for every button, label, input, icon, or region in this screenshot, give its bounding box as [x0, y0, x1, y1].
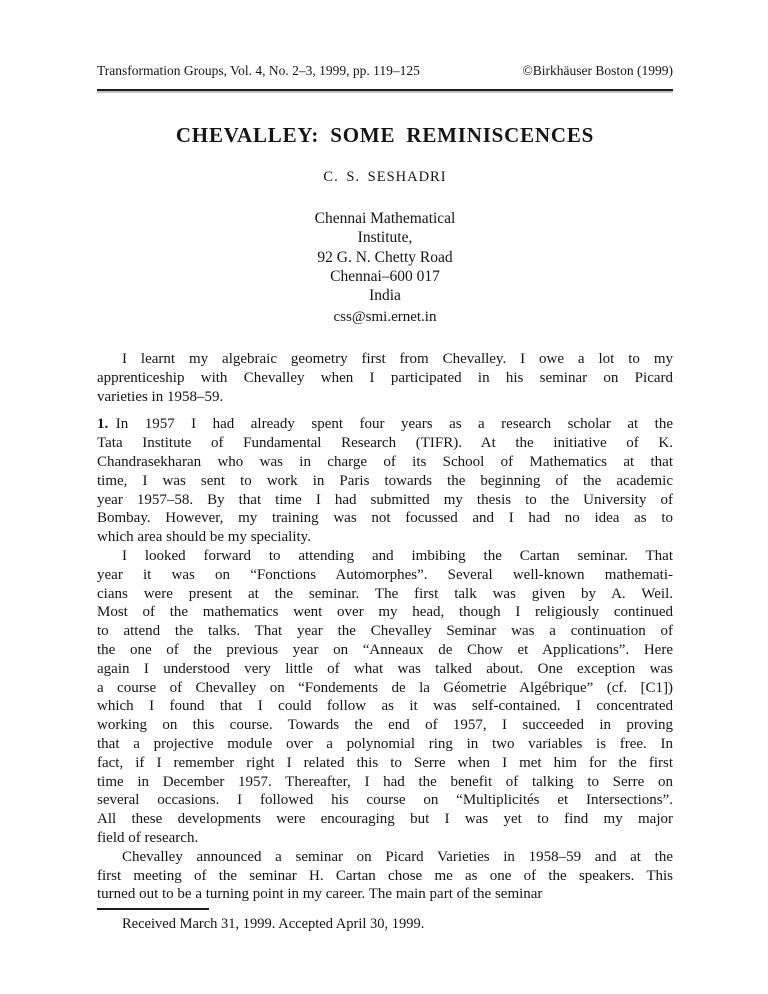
paragraph — [97, 548, 673, 849]
body-line: a course of Chevalley on “Fondements de la Géometrie Algébrique” (cf. [C1]) — [97, 679, 673, 696]
body-line: varieties in 1958–59. — [97, 388, 224, 405]
body-line: time in December 1957. Thereafter, I had the benefit of talking to Serre on — [97, 773, 673, 790]
paragraph — [97, 351, 673, 407]
body-line: several occasions. I followed his course on “Multiplicités et Intersections”. — [97, 792, 673, 809]
body-line: apprenticeship with Chevalley when I participated in his seminar on Picard — [97, 369, 673, 386]
author-name: C. S. SESHADRI — [323, 169, 447, 185]
body-line: time, I was sent to work in Paris towards the beginning of the academic — [97, 472, 673, 489]
paragraph — [97, 849, 673, 905]
author-address — [97, 209, 673, 305]
footnote-rule — [97, 908, 209, 910]
body-line: 1. In 1957 I had already spent four years as a research scholar at the — [97, 416, 673, 433]
section-number: 1. — [97, 416, 109, 433]
copyright-notice: ©Birkhäuser Boston (1999) — [522, 63, 673, 78]
body-line: Tata Institute of Fundamental Research (TIFR). At the initiative of K. — [97, 435, 673, 452]
paper-title: CHEVALLEY: SOME REMINISCENCES — [175, 123, 595, 147]
article-body — [97, 351, 673, 905]
paragraph — [97, 416, 673, 548]
body-line: All these developments were encouraging but I was yet to find my major — [97, 811, 673, 828]
body-line: year 1957–58. By that time I had submitted my thesis to the University of — [97, 491, 673, 508]
address-line: Chennai Mathematical — [314, 210, 456, 227]
body-line: which I found that I could follow as it was self-contained. I concentrated — [97, 698, 673, 715]
body-line: again I understood very little of what was talked about. One exception was — [97, 660, 673, 677]
address-line: 92 G. N. Chetty Road — [317, 248, 453, 266]
body-line: that a projective module over a polynomial ring in two variables is free. In — [97, 735, 673, 752]
body-line: Most of the mathematics went over my head, though I religiously continued — [97, 604, 673, 621]
body-line: fact, if I remember right I related this to Serre when I met him for the first — [97, 754, 673, 771]
body-line: I learnt my algebraic geometry first from Chevalley. I owe a lot to my — [122, 351, 673, 367]
address-line: India — [369, 287, 401, 305]
body-line: year it was on “Fonctions Automorphes”. Several well-known mathemati- — [97, 566, 673, 583]
address-line: Institute, — [357, 229, 413, 247]
journal-info: Transformation Groups, Vol. 4, No. 2–3, 1999, pp. 119–125 — [97, 63, 420, 78]
body-line: to attend the talks. That year the Chevalley Seminar was a continuation of — [97, 623, 673, 640]
body-line: turned out to be a turning point in my career. The main part of the seminar — [97, 886, 543, 903]
body-line: working on this course. Towards the end of 1957, I succeeded in proving — [97, 717, 673, 734]
body-line: the one of the previous year on “Anneaux de Chow et Applications”. Here — [97, 641, 673, 658]
footnote-received: Received March 31, 1999. Accepted April 30, 1999. — [122, 916, 425, 932]
body-line: first meeting of the seminar H. Cartan chose me as one of the speakers. This — [97, 867, 673, 884]
body-line: which area should be my speciality. — [97, 529, 311, 546]
body-line: Chandrasekharan who was in charge of its School of Mathematics at that — [97, 453, 673, 470]
body-line: I looked forward to attending and imbibing the Cartan seminar. That — [122, 547, 673, 564]
author-email: css@smi.ernet.in — [333, 309, 437, 325]
body-line: cians were present at the seminar. The first talk was given by A. Weil. — [97, 585, 673, 602]
journal-header — [97, 63, 673, 79]
body-line: field of research. — [97, 829, 199, 846]
body-line: Chevalley announced a seminar on Picard Varieties in 1958–59 and at the — [122, 848, 673, 865]
address-line: Chennai–600 017 — [330, 267, 440, 285]
header-rule — [97, 89, 673, 91]
body-line: Bombay. However, my training was not focussed and I had no idea as to — [97, 510, 673, 527]
